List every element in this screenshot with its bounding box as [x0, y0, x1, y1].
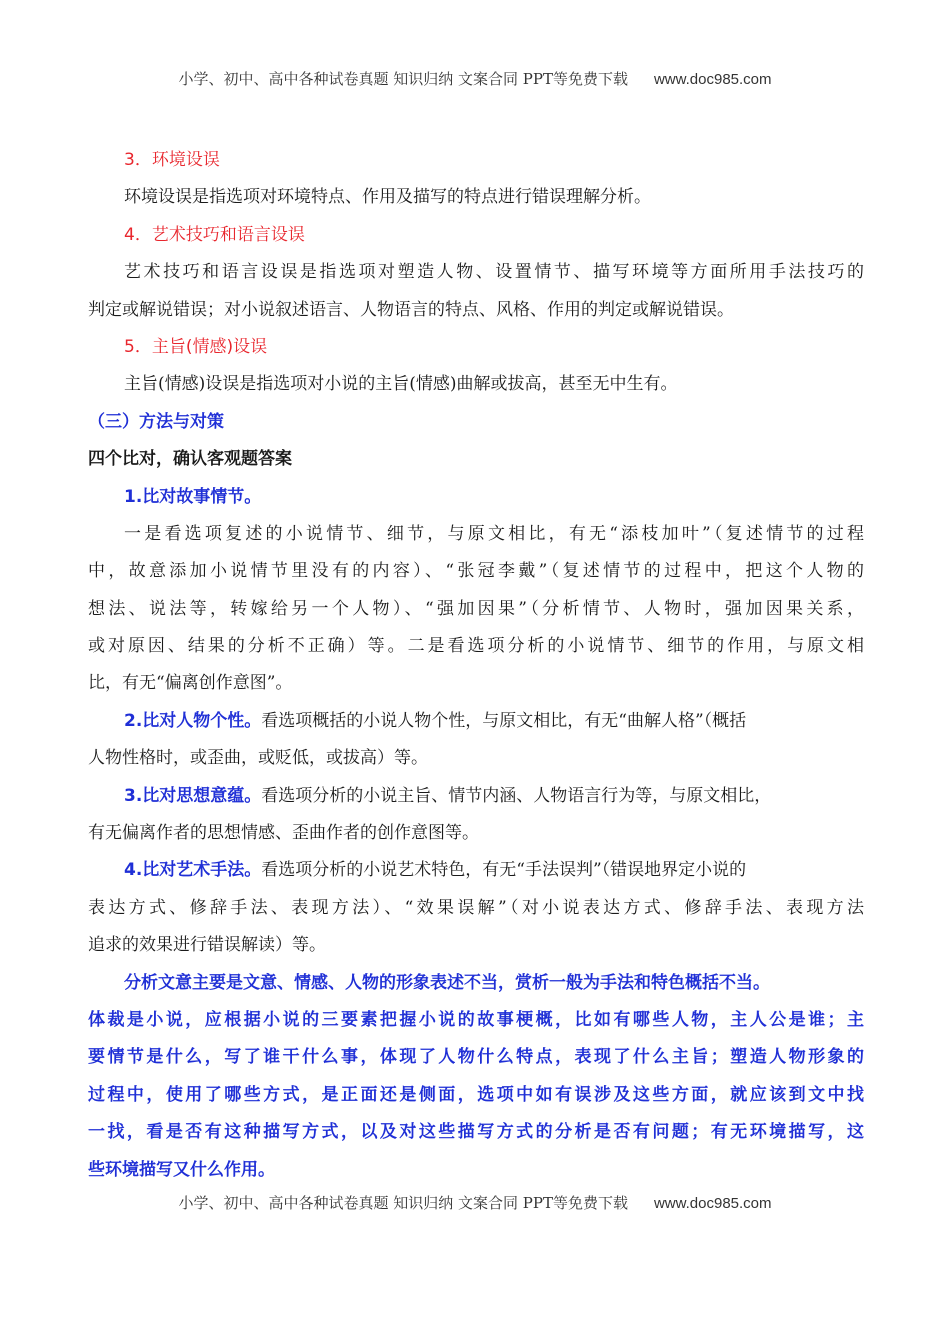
section-5-title: 5．主旨(情感)设误 — [124, 336, 268, 357]
document-body — [88, 142, 864, 1189]
method-1-line1: 一是看选项复述的小说情节、细节，与原文相比，有无“添枝加叶”（复述情节的过程 — [124, 523, 864, 544]
summary-line5: 一找，看是否有这种描写方式，以及对这些描写方式的分析是否有问题；有无环境描写，这 — [88, 1122, 864, 1143]
summary-line3: 要情节是什么，写了谁干什么事，体现了人物什么特点，表现了什么主旨；塑造人物形象的 — [88, 1047, 864, 1068]
summary-line1: 分析文意主要是文意、情感、人物的形象表述不当，赏析一般为手法和特色概括不当。 — [124, 972, 770, 993]
header-url[interactable]: www.doc985.com — [653, 71, 772, 88]
part-3-title: （三）方法与对策 — [88, 411, 224, 432]
method-3-text: 看选项分析的小说主旨、情节内涵、人物语言行为等，与原文相比， — [261, 785, 772, 806]
method-4-line1 — [88, 852, 864, 889]
method-3-title: 3.比对思想意蕴。 — [124, 785, 262, 806]
summary-line4: 过程中，使用了哪些方式，是正面还是侧面，选项中如有误涉及这些方面，就应该到文中找 — [88, 1084, 864, 1105]
method-4-text: 看选项分析的小说艺术特色，有无“手法误判”（错误地界定小说的 — [261, 860, 747, 881]
summary-line6: 些环境描写又什么作用。 — [88, 1159, 275, 1180]
method-2-title: 2.比对人物个性。 — [124, 710, 262, 731]
part-3-subtitle: 四个比对，确认客观题答案 — [88, 449, 292, 470]
method-1-line5: 比，有无“偏离创作意图”。 — [88, 673, 293, 694]
method-1-title: 1.比对故事情节。 — [124, 486, 262, 507]
method-3-line1 — [88, 778, 864, 815]
page-footer — [0, 1192, 950, 1213]
summary-line2: 体裁是小说，应根据小说的三要素把握小说的故事梗概，比如有哪些人物，主人公是谁；主 — [88, 1009, 864, 1030]
section-4-body-line2: 判定或解说错误；对小说叙述语言、人物语言的特点、风格、作用的判定或解说错误。 — [88, 299, 734, 320]
header-text: 小学、初中、高中各种试卷真题 知识归纳 文案合同 PPT等免费下载 — [178, 70, 628, 88]
method-2-text: 看选项概括的小说人物个性，与原文相比，有无“曲解人格”（概括 — [261, 710, 747, 731]
footer-text: 小学、初中、高中各种试卷真题 知识归纳 文案合同 PPT等免费下载 — [178, 1194, 628, 1212]
method-4-title: 4.比对艺术手法。 — [124, 860, 262, 881]
method-4-line2: 表达方式、修辞手法、表现方法）、“效果误解”（对小说表达方式、修辞手法、表现方法 — [88, 897, 864, 918]
page-header — [0, 68, 950, 89]
section-3-title: 3．环境设误 — [124, 150, 220, 170]
method-1-line4: 或对原因、结果的分析不正确）等。二是看选项分析的小说情节、细节的作用，与原文相 — [88, 636, 864, 657]
method-2-line2: 人物性格时，或歪曲，或贬低，或拔高）等。 — [88, 748, 428, 769]
section-3-body: 环境设误是指选项对环境特点、作用及描写的特点进行错误理解分析。 — [124, 187, 651, 208]
method-3-line2: 有无偏离作者的思想情感、歪曲作者的创作意图等。 — [88, 823, 479, 844]
method-4-line3: 追求的效果进行错误解读）等。 — [88, 935, 326, 956]
section-4-body-line1: 艺术技巧和语言设误是指选项对塑造人物、设置情节、描写环境等方面所用手法技巧的 — [124, 262, 864, 283]
method-2-line1 — [88, 703, 864, 740]
method-1-line2: 中，故意添加小说情节里没有的内容）、“张冠李戴”（复述情节的过程中，把这个人物的 — [88, 561, 864, 582]
section-4-title: 4．艺术技巧和语言设误 — [124, 224, 305, 245]
footer-url[interactable]: www.doc985.com — [653, 1195, 772, 1212]
method-1-line3: 想法、说法等，转嫁给另一个人物）、“强加因果”（分析情节、人物时，强加因果关系， — [88, 598, 864, 619]
section-5-body: 主旨(情感)设误是指选项对小说的主旨(情感)曲解或拔高，甚至无中生有。 — [124, 374, 678, 395]
